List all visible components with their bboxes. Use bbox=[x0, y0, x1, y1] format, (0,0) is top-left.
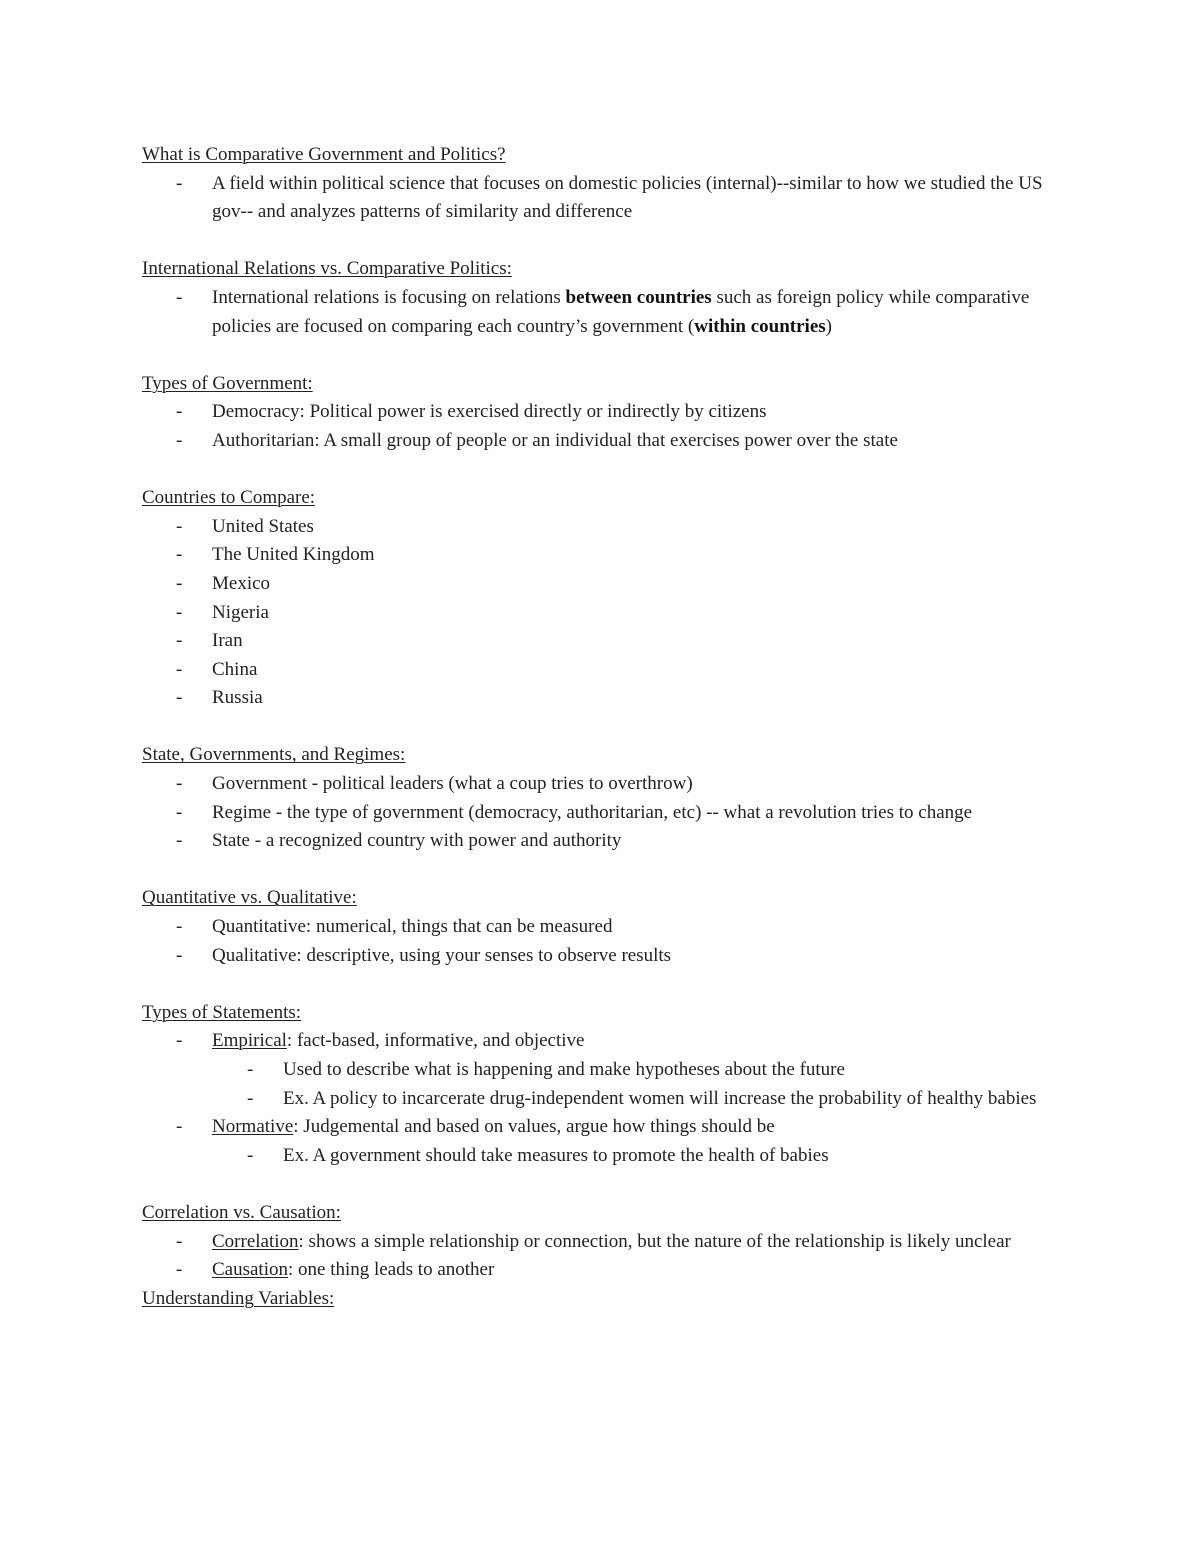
list-item: - China bbox=[142, 656, 1062, 685]
section-correlation-causation bbox=[142, 1199, 1062, 1285]
sub-bullet-list bbox=[212, 1142, 1062, 1171]
text-run: International relations is focusing on relations bbox=[212, 286, 566, 308]
section-heading: Quantitative vs. Qualitative: bbox=[142, 887, 357, 909]
text-run: such as foreign policy while comparative policies are focused on comparing each country’s government ( bbox=[212, 286, 1030, 337]
list-item: - The United Kingdom bbox=[142, 541, 1062, 570]
list-item: - Democracy: Political power is exercised directly or indirectly by citizens bbox=[142, 398, 1062, 427]
section-heading: Countries to Compare: bbox=[142, 487, 316, 509]
bullet-list bbox=[142, 398, 1062, 455]
list-item: - Nigeria bbox=[142, 599, 1062, 628]
list-item: - United States bbox=[142, 513, 1062, 542]
term-normative: Normative bbox=[212, 1116, 294, 1138]
section-comparative-government bbox=[142, 141, 1062, 227]
list-item bbox=[142, 1256, 1062, 1285]
bullet-list bbox=[142, 913, 1062, 970]
list-item bbox=[142, 284, 1062, 341]
text-run: ) bbox=[825, 315, 832, 337]
list-item: - A field within political science that focuses on domestic policies (internal)--similar to how we studied the US gov-- and analyzes patterns of similarity and difference bbox=[142, 170, 1062, 227]
list-item bbox=[142, 1027, 1062, 1113]
list-item: - Regime - the type of government (democracy, authoritarian, etc) -- what a revolution tries to change bbox=[142, 799, 1062, 828]
term-definition: : Judgemental and based on values, argue how things should be bbox=[293, 1116, 775, 1138]
list-item: - Russia bbox=[142, 684, 1062, 713]
section-understanding-variables bbox=[142, 1285, 1062, 1314]
term-definition: : shows a simple relationship or connection, but the nature of the relationship is likely unclear bbox=[298, 1230, 1011, 1252]
term-definition: : one thing leads to another bbox=[288, 1259, 495, 1281]
section-quantitative-qualitative bbox=[142, 884, 1062, 970]
bold-phrase: between countries bbox=[565, 286, 712, 308]
section-types-of-government bbox=[142, 370, 1062, 456]
term-causation: Causation bbox=[212, 1259, 288, 1281]
list-item bbox=[142, 1228, 1062, 1257]
section-heading: Correlation vs. Causation: bbox=[142, 1201, 341, 1223]
section-heading: Types of Government: bbox=[142, 372, 313, 394]
sub-list-item: - Ex. A government should take measures to promote the health of babies bbox=[212, 1142, 1062, 1171]
section-types-of-statements bbox=[142, 999, 1062, 1171]
list-item: - Qualitative: descriptive, using your senses to observe results bbox=[142, 942, 1062, 971]
document-page bbox=[142, 141, 1062, 1313]
list-item: - State - a recognized country with power and authority bbox=[142, 827, 1062, 856]
bullet-list bbox=[142, 284, 1062, 341]
list-item: - Government - political leaders (what a coup tries to overthrow) bbox=[142, 770, 1062, 799]
section-heading: Types of Statements: bbox=[142, 1001, 302, 1023]
term-definition: : fact-based, informative, and objective bbox=[286, 1030, 585, 1052]
term-correlation: Correlation bbox=[212, 1230, 299, 1252]
list-item: - Mexico bbox=[142, 570, 1062, 599]
section-heading: State, Governments, and Regimes: bbox=[142, 744, 406, 766]
bold-phrase: within countries bbox=[694, 315, 826, 337]
sub-list-item: - Ex. A policy to incarcerate drug-independent women will increase the probability of healthy babies bbox=[212, 1085, 1062, 1114]
list-item: - Iran bbox=[142, 627, 1062, 656]
bullet-list bbox=[142, 1228, 1062, 1285]
sub-list-item: - Used to describe what is happening and make hypotheses about the future bbox=[212, 1056, 1062, 1085]
section-state-governments-regimes bbox=[142, 741, 1062, 855]
section-heading: Understanding Variables: bbox=[142, 1287, 335, 1309]
list-item: - Authoritarian: A small group of people or an individual that exercises power over the state bbox=[142, 427, 1062, 456]
list-item bbox=[142, 1113, 1062, 1170]
section-heading: International Relations vs. Comparative Politics: bbox=[142, 258, 512, 280]
bullet-list bbox=[142, 770, 1062, 856]
section-countries-to-compare bbox=[142, 484, 1062, 713]
section-heading: What is Comparative Government and Politics? bbox=[142, 144, 506, 165]
bullet-list bbox=[142, 170, 1062, 227]
term-empirical: Empirical bbox=[212, 1030, 287, 1052]
bullet-list bbox=[142, 1027, 1062, 1170]
bullet-list bbox=[142, 513, 1062, 713]
sub-bullet-list bbox=[212, 1056, 1062, 1113]
section-ir-vs-comparative bbox=[142, 255, 1062, 341]
list-item: - Quantitative: numerical, things that can be measured bbox=[142, 913, 1062, 942]
